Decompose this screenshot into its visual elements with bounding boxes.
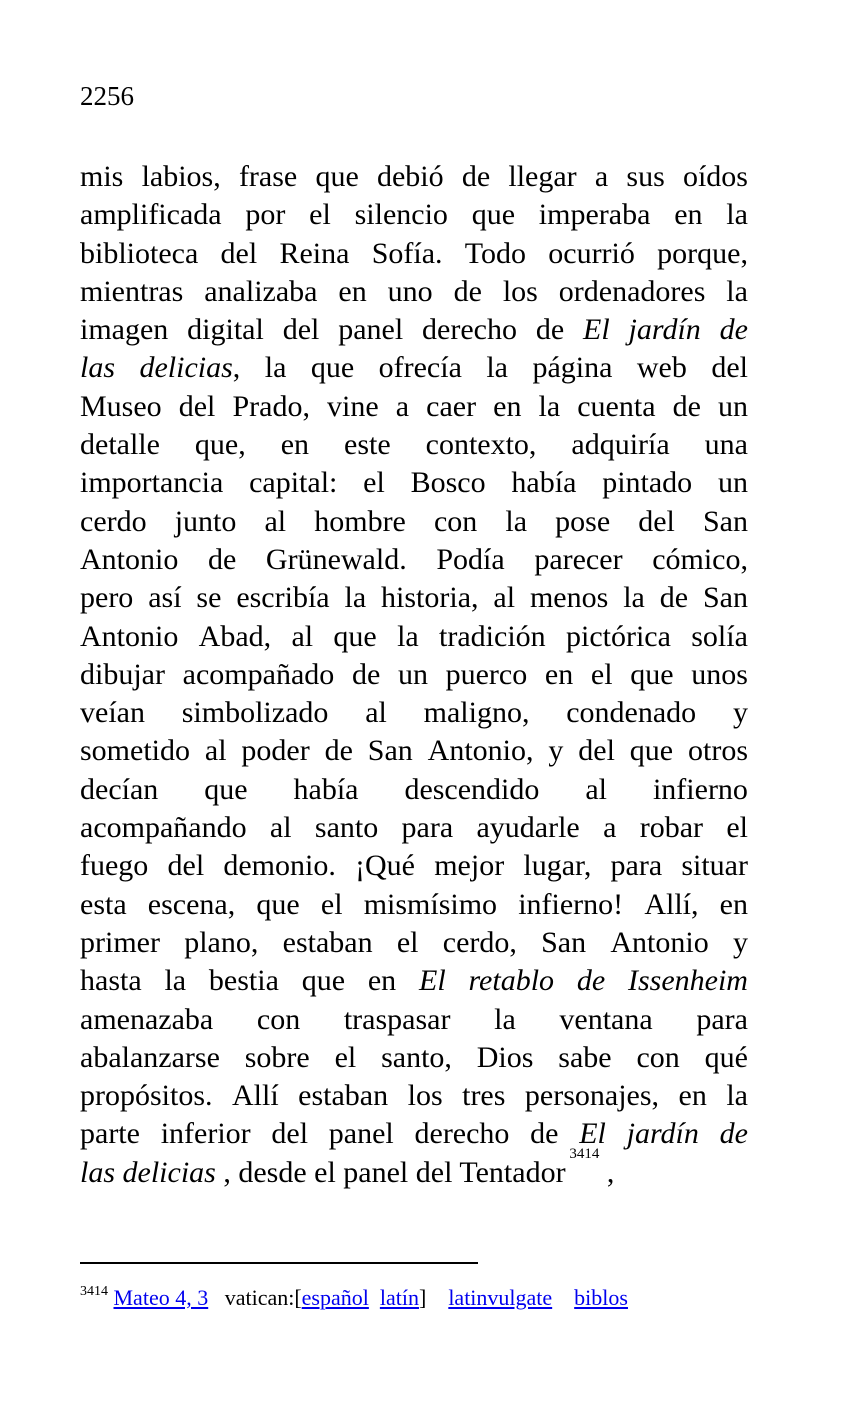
word: San xyxy=(702,581,748,615)
word: ordenadores xyxy=(558,274,706,308)
text-line xyxy=(80,464,748,502)
word: puerco xyxy=(445,657,528,691)
body-text xyxy=(80,158,748,1192)
word: y xyxy=(548,734,564,768)
word: Allí, xyxy=(644,887,699,921)
word: que xyxy=(315,160,359,193)
link-latin[interactable]: latín xyxy=(379,1285,419,1310)
word: decían xyxy=(80,772,159,806)
word: Antonio xyxy=(610,925,709,959)
link-biblos[interactable]: biblos xyxy=(574,1285,628,1310)
word: con xyxy=(636,1040,680,1074)
word: de xyxy=(535,313,565,347)
word: con xyxy=(433,504,478,538)
word: panel xyxy=(338,313,404,347)
word: este xyxy=(344,428,391,462)
word: el xyxy=(396,925,419,959)
word: qué xyxy=(704,1040,748,1074)
word: hasta xyxy=(80,964,142,998)
word: caer xyxy=(426,389,477,423)
italic-word: El xyxy=(583,313,610,347)
word: infierno! xyxy=(518,887,624,921)
italic-word: delicias xyxy=(139,351,233,385)
word: que xyxy=(301,964,346,998)
word: traspasar xyxy=(343,1002,451,1036)
word: otros xyxy=(688,734,748,768)
word: Bosco xyxy=(410,466,486,500)
text-line xyxy=(80,771,748,809)
word: de xyxy=(461,160,491,193)
text-line xyxy=(80,847,748,885)
word: esta xyxy=(80,887,127,921)
word: frase xyxy=(238,160,298,193)
word: al xyxy=(204,734,227,768)
word: silencio xyxy=(354,198,448,232)
word: derecho xyxy=(414,1117,510,1151)
link-mateo-4-3[interactable]: Mateo 4, 3 xyxy=(113,1285,209,1310)
word: panel xyxy=(343,1155,409,1189)
footnote-spacer xyxy=(369,1285,380,1310)
word: cómico, xyxy=(652,542,748,576)
word: el xyxy=(726,811,748,845)
word: del xyxy=(220,236,258,270)
word: mejor xyxy=(434,849,505,883)
text-line xyxy=(80,656,748,694)
word: se xyxy=(196,581,222,615)
text-line xyxy=(80,1039,748,1077)
word: y xyxy=(732,925,748,959)
footnote-number: 3414 xyxy=(80,1284,108,1299)
word: oídos xyxy=(682,160,748,193)
word: que xyxy=(629,734,674,768)
word: la xyxy=(538,389,561,423)
word: para xyxy=(610,849,663,883)
word: unos xyxy=(691,657,748,691)
word-group xyxy=(139,349,240,387)
footnote-spacer xyxy=(208,1285,225,1310)
word: veían xyxy=(80,696,145,730)
word: mis xyxy=(80,160,124,193)
italic-word: de xyxy=(719,313,748,347)
word: contexto, xyxy=(425,428,537,462)
word: simbolizado xyxy=(181,696,329,730)
word: Tentador xyxy=(459,1155,566,1189)
word: en xyxy=(493,389,522,423)
word: en xyxy=(338,274,367,308)
word: a xyxy=(603,811,617,845)
footnote-bracket-close: ] xyxy=(418,1285,427,1310)
word: cerdo, xyxy=(442,925,517,959)
word: que xyxy=(471,198,516,232)
word: pose xyxy=(555,504,611,538)
italic-word: de xyxy=(576,964,606,998)
word: santo, xyxy=(381,1040,452,1074)
word: que xyxy=(333,619,377,653)
word: la xyxy=(726,274,748,308)
footnote-divider xyxy=(80,1262,478,1264)
italic-word: jardín xyxy=(626,1117,699,1151)
italic-word: las xyxy=(80,351,116,385)
word: a xyxy=(594,160,609,193)
text-line xyxy=(80,1115,748,1153)
word: el xyxy=(320,887,343,921)
text-line xyxy=(80,618,748,656)
word: en xyxy=(674,198,703,232)
word: mismísimo xyxy=(363,887,498,921)
text-line xyxy=(80,694,748,732)
word: junto xyxy=(174,504,237,538)
word: Grünewald. xyxy=(265,542,407,576)
word: al xyxy=(264,504,287,538)
word: había xyxy=(511,466,577,500)
word: la xyxy=(344,581,367,615)
word: escena, xyxy=(147,887,236,921)
word: había xyxy=(293,772,359,806)
footnote-reference: 3414 xyxy=(569,1145,600,1162)
text-line xyxy=(80,732,748,770)
word: Sofía. xyxy=(371,236,443,270)
word: en xyxy=(719,887,748,921)
word: tres xyxy=(462,1079,506,1113)
word: parte xyxy=(80,1117,140,1151)
page-number: 2256 xyxy=(80,81,134,111)
word: que, xyxy=(194,428,246,462)
word: Prado, xyxy=(232,389,310,423)
word: la xyxy=(726,1079,748,1113)
word: el xyxy=(314,1155,336,1189)
word: una xyxy=(704,428,748,462)
word: importancia xyxy=(80,466,224,500)
word: dibujar xyxy=(80,657,165,691)
word: de xyxy=(453,274,482,308)
word: personajes, xyxy=(524,1079,660,1113)
footnote-spacer xyxy=(552,1285,574,1310)
word: un xyxy=(717,389,748,423)
italic-word: El xyxy=(579,1117,606,1151)
word: que xyxy=(630,657,674,691)
word: mientras xyxy=(80,274,184,308)
text-line xyxy=(80,311,748,349)
word: el xyxy=(309,198,331,232)
word: al xyxy=(365,696,387,730)
word: del xyxy=(578,734,615,768)
word: sometido xyxy=(80,734,190,768)
word: ¡Qué xyxy=(355,849,416,883)
word: ofrecía xyxy=(378,351,462,385)
word: pintado xyxy=(602,466,693,500)
word: inferior xyxy=(160,1117,251,1151)
text-line xyxy=(80,426,748,464)
word: de xyxy=(351,657,381,691)
word: al xyxy=(493,581,516,615)
word: San xyxy=(541,925,587,959)
word: , xyxy=(232,351,241,385)
word: estaban xyxy=(282,925,373,959)
text-line xyxy=(80,1145,748,1192)
text-line xyxy=(80,924,748,962)
word: la xyxy=(505,504,528,538)
word: ventana xyxy=(559,1002,653,1036)
italic-word: jardín xyxy=(628,313,701,347)
word: de xyxy=(530,1117,559,1151)
word: los xyxy=(407,1079,443,1113)
word: para xyxy=(401,811,454,845)
text-line xyxy=(80,541,748,579)
word: para xyxy=(696,1002,748,1036)
word: menos xyxy=(529,581,609,615)
word: lugar, xyxy=(523,849,592,883)
word: Reina xyxy=(279,236,350,270)
word: del xyxy=(711,351,748,385)
word: y xyxy=(732,696,748,730)
italic-word: El xyxy=(419,964,446,998)
word: que xyxy=(310,351,355,385)
word: vine xyxy=(327,389,379,423)
word: San xyxy=(367,734,413,768)
word: al xyxy=(291,619,314,653)
italic-word: delicias xyxy=(122,1155,216,1189)
word: cuenta xyxy=(577,389,656,423)
word: propósitos. xyxy=(80,1079,213,1113)
word: al xyxy=(269,811,292,845)
word: la xyxy=(494,1002,516,1036)
italic-word: retablo xyxy=(468,964,555,998)
text-line xyxy=(80,388,748,426)
word: amenazaba xyxy=(80,1002,214,1036)
text-line xyxy=(80,158,748,196)
word: solía xyxy=(691,619,748,653)
word: demonio. xyxy=(223,849,336,883)
word: el xyxy=(590,657,613,691)
word: amplificada xyxy=(80,198,222,232)
word: del xyxy=(282,313,320,347)
word: la xyxy=(486,351,508,385)
word: sobre xyxy=(244,1040,310,1074)
word: de xyxy=(659,581,689,615)
footnote-vatican-label: vatican:[ xyxy=(224,1285,302,1310)
text-line xyxy=(80,962,748,1000)
word: plano, xyxy=(184,925,259,959)
word: San xyxy=(702,504,748,538)
word: con xyxy=(256,1002,301,1036)
footnote-spacer xyxy=(426,1285,448,1310)
word: fuego xyxy=(80,849,149,883)
word: la xyxy=(164,964,187,998)
word: maligno, xyxy=(423,696,530,730)
word: infierno xyxy=(652,772,748,806)
word: santo xyxy=(314,811,379,845)
word: derecho xyxy=(422,313,517,347)
word: debió xyxy=(376,160,444,193)
word: porque, xyxy=(657,236,748,270)
word: analizaba xyxy=(204,274,318,308)
text-line xyxy=(80,196,748,234)
text-line xyxy=(80,235,748,273)
text-line xyxy=(80,273,748,311)
word: robar xyxy=(639,811,703,845)
word: desde xyxy=(238,1155,307,1189)
word: parecer xyxy=(534,542,623,576)
word: digital xyxy=(187,313,264,347)
word: el xyxy=(334,1040,357,1074)
word: de xyxy=(207,542,237,576)
word: llegar xyxy=(508,160,577,193)
word: Podía xyxy=(436,542,505,576)
word: Todo xyxy=(464,236,526,270)
text-line xyxy=(80,809,748,847)
word: en xyxy=(280,428,310,462)
word: ayudarle xyxy=(476,811,580,845)
word: la xyxy=(623,581,645,615)
footnote xyxy=(80,1283,628,1313)
word: pictórica xyxy=(565,619,671,653)
word: la xyxy=(726,198,748,232)
word: sabe xyxy=(558,1040,612,1074)
word: los xyxy=(502,274,538,308)
word: del xyxy=(178,389,216,423)
word: por xyxy=(245,198,286,232)
link-espanol[interactable]: español xyxy=(301,1285,369,1310)
word: Dios xyxy=(476,1040,534,1074)
word: de xyxy=(324,734,353,768)
word: tradición xyxy=(439,619,546,653)
word: imagen xyxy=(80,313,169,347)
word: en xyxy=(544,657,574,691)
word: adquiría xyxy=(571,428,670,462)
word: poder xyxy=(241,734,310,768)
word: Museo xyxy=(80,389,162,423)
word: página xyxy=(532,351,613,385)
word: estaban xyxy=(298,1079,389,1113)
word: del xyxy=(638,504,675,538)
text-line xyxy=(80,1077,748,1115)
word: historia, xyxy=(381,581,479,615)
italic-word: de xyxy=(719,1117,748,1151)
word: un xyxy=(717,466,748,500)
italic-word: Issenheim xyxy=(627,964,748,998)
word: detalle xyxy=(80,428,160,462)
word: hombre xyxy=(314,504,406,538)
word: web xyxy=(636,351,687,385)
word: ocurrió xyxy=(548,236,635,270)
text-line xyxy=(80,349,748,387)
word: biblioteca xyxy=(80,236,199,270)
word: la xyxy=(397,619,419,653)
text-line xyxy=(80,579,748,617)
word: Abad, xyxy=(198,619,272,653)
word: que xyxy=(204,772,248,806)
word: un xyxy=(397,657,428,691)
word: situar xyxy=(681,849,748,883)
word: bestia xyxy=(208,964,279,998)
word: labios, xyxy=(141,160,221,193)
word: así xyxy=(148,581,182,615)
text-line xyxy=(80,503,748,541)
word: al xyxy=(585,772,608,806)
word: escribía xyxy=(236,581,330,615)
word: uno xyxy=(387,274,433,308)
word: la xyxy=(264,351,287,385)
text-line xyxy=(80,886,748,924)
word: a xyxy=(395,389,410,423)
word: el xyxy=(363,466,385,500)
word: cerdo xyxy=(80,504,147,538)
word: Allí xyxy=(232,1079,279,1113)
word: capital: xyxy=(249,466,338,500)
word: del xyxy=(271,1117,309,1151)
word: pero xyxy=(80,581,134,615)
word: del xyxy=(167,849,205,883)
word: Antonio xyxy=(80,619,179,653)
word: descendido xyxy=(404,772,540,806)
word: , xyxy=(223,1155,231,1189)
word: de xyxy=(672,389,701,423)
link-latinvulgate[interactable]: latinvulgate xyxy=(448,1285,553,1310)
word: sus xyxy=(626,160,665,193)
word: en xyxy=(367,964,397,998)
word: acompañando xyxy=(80,811,247,845)
word: acompañado xyxy=(182,657,335,691)
word: panel xyxy=(328,1117,394,1151)
word: que xyxy=(256,887,300,921)
word: , xyxy=(606,1155,615,1189)
word: Antonio, xyxy=(427,734,534,768)
word: condenado xyxy=(566,696,697,730)
word: en xyxy=(678,1079,707,1113)
text-line xyxy=(80,1001,748,1039)
word: del xyxy=(415,1155,453,1189)
word: primer xyxy=(80,925,160,959)
word: Antonio xyxy=(80,542,179,576)
word: imperaba xyxy=(538,198,651,232)
italic-word: las xyxy=(80,1155,116,1189)
word: abalanzarse xyxy=(80,1040,220,1074)
